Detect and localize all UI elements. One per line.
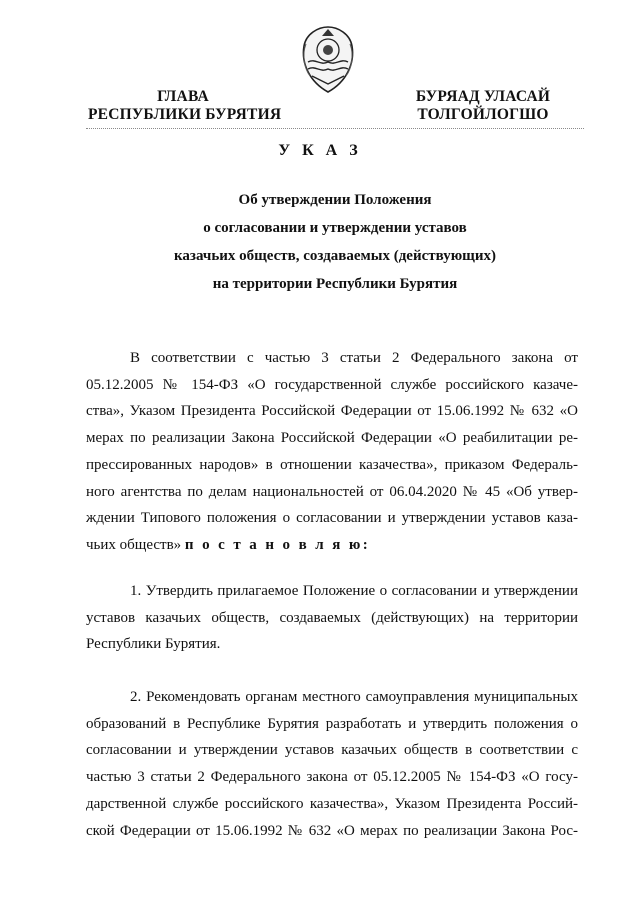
text-line: дарственной службе российского казачества», Указом Президента Россий- [86, 795, 578, 812]
header-divider [86, 128, 584, 129]
text-line: Республики Бурятия. [86, 636, 221, 653]
issuer-line-1: ГЛАВА [157, 88, 209, 105]
text-line: ждении Типового положения о согласовании и утверждении уставов каза- [86, 510, 578, 527]
document-type: У К А З [278, 142, 362, 159]
text-line: уставов казачьих обществ, создаваемых (действующих) на территории [86, 609, 578, 626]
document-title [60, 186, 610, 298]
text-line: ства», Указом Президента Российской Федерации от 15.06.1992 № 632 «О [86, 403, 578, 420]
text-line: 05.12.2005 № 154-ФЗ «О государственной службе российского казаче- [86, 376, 578, 393]
title-line: казачьих обществ, создаваемых (действующих) [174, 248, 496, 264]
text-line [86, 532, 578, 559]
issuer-title-buryat [388, 88, 578, 124]
item-1-paragraph [86, 578, 578, 658]
preamble-last-text: чьих обществ» [86, 536, 182, 553]
text-line: частью 3 статьи 2 Федерального закона от 05.12.2005 № 154-ФЗ «О госу- [86, 769, 578, 786]
text-line: ской Федерации от 15.06.1992 № 632 «О мерах по реализации Закона Рос- [86, 822, 578, 839]
issuer-line-2: РЕСПУБЛИКИ БУРЯТИЯ [88, 106, 282, 123]
issuer-title-russian [88, 88, 282, 124]
text-line: прессированных народов» в отношении казачества», приказом Федераль- [86, 456, 578, 473]
text-line: согласовании и утверждении уставов казачьих обществ в соответствии с [86, 742, 578, 759]
text-line: ного агентства по делам национальностей от 06.04.2020 № 45 «Об утвер- [86, 483, 578, 500]
item-2-paragraph [86, 684, 578, 844]
title-line: о согласовании и утверждении уставов [203, 220, 467, 236]
preamble-paragraph [86, 345, 578, 559]
resolve-word: п о с т а н о в л я ю: [184, 536, 371, 553]
text-line: образований в Республике Бурятия разработать и утвердить положения о [86, 715, 578, 732]
coat-of-arms-icon [298, 24, 358, 96]
text-line: В соответствии с частью 3 статьи 2 Федерального закона от [130, 350, 578, 366]
issuer-buryat-line-2: ТОЛГОЙЛОГШО [417, 106, 549, 123]
issuer-buryat-line-1: БУРЯАД УЛАСАЙ [415, 88, 551, 105]
text-line: 2. Рекомендовать органам местного самоуправления муниципальных [130, 689, 578, 705]
text-line: мерах по реализации Закона Российской Федерации «О реабилитации ре- [86, 430, 578, 447]
text-line: 1. Утвердить прилагаемое Положение о согласовании и утверждении [130, 583, 578, 599]
title-line: на территории Республики Бурятия [212, 276, 458, 292]
title-line: Об утверждении Положения [238, 192, 432, 208]
